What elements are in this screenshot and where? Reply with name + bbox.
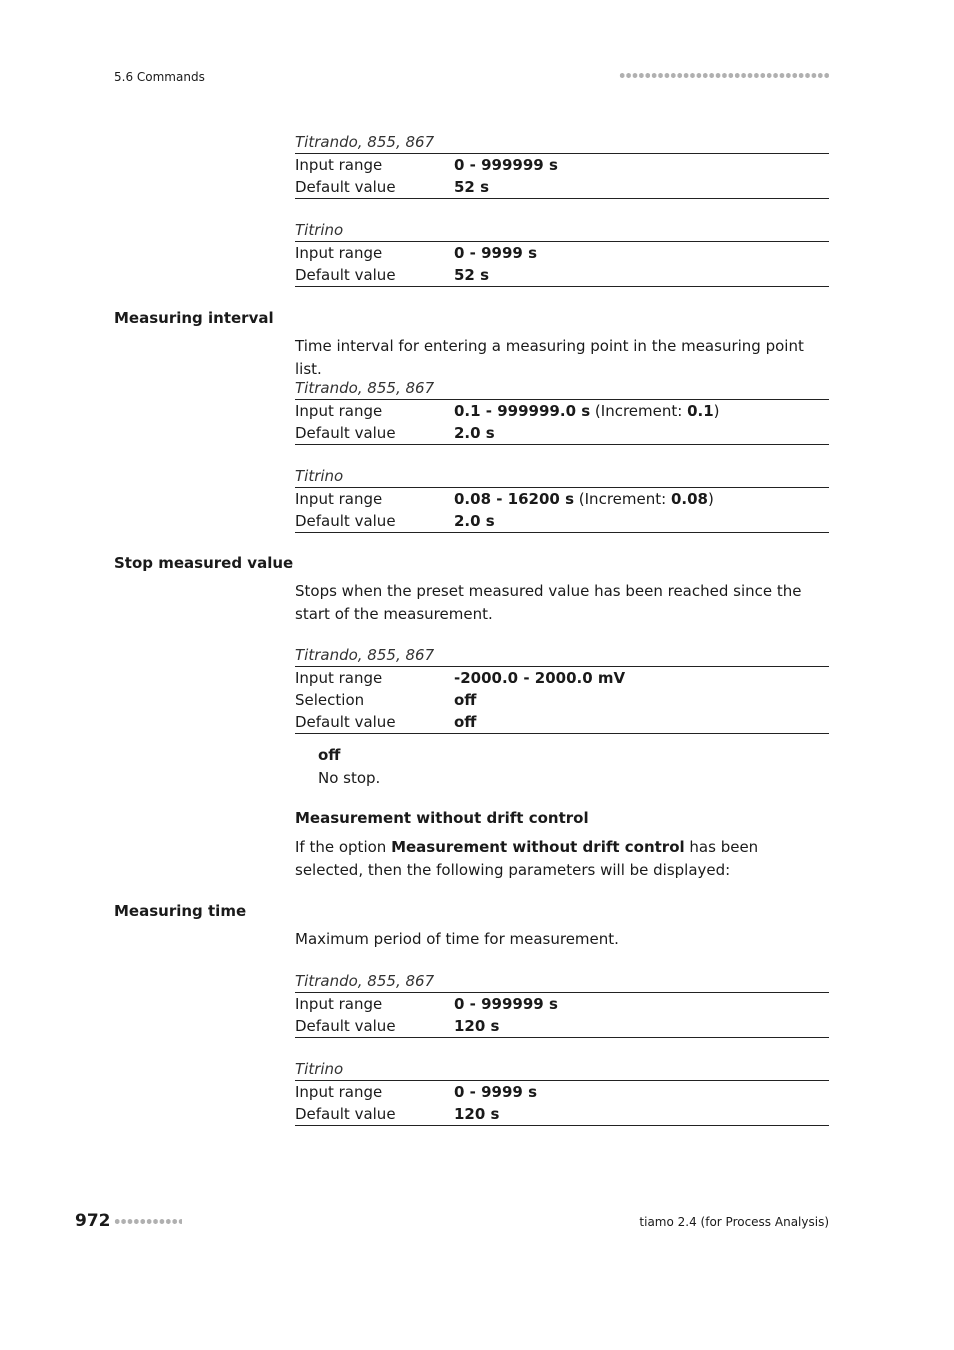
row-label: Default value	[295, 512, 396, 530]
row-value	[454, 488, 829, 510]
footer-product-name: tiamo 2.4 (for Process Analysis)	[639, 1215, 829, 1229]
table-caption: Titrando, 855, 867	[295, 970, 829, 993]
measuring-interval-description	[295, 335, 829, 381]
top-table-1	[295, 131, 829, 199]
header-dot-rule	[619, 71, 829, 80]
row-value: off	[454, 713, 477, 731]
row-label: Input range	[295, 156, 383, 174]
row-value: 120 s	[454, 1017, 500, 1035]
table-row	[295, 154, 829, 176]
increment-suffix: )	[707, 490, 714, 508]
table-row	[295, 422, 829, 444]
table-caption: Titrino	[295, 219, 829, 242]
text-run: has been selected, then the following parameters will be displayed:	[295, 838, 759, 879]
table-caption: Titrando, 855, 867	[295, 377, 829, 400]
row-label: Default value	[295, 1105, 396, 1123]
measuring-time-table-1	[295, 970, 829, 1038]
table-row	[295, 176, 829, 198]
table-row	[295, 711, 829, 733]
row-label: Input range	[295, 995, 383, 1013]
footer-dot-rule	[114, 1217, 182, 1226]
table-caption: Titrino	[295, 465, 829, 488]
table-caption: Titrando, 855, 867	[295, 644, 829, 667]
row-label: Input range	[295, 490, 383, 508]
row-value: 0 - 9999 s	[454, 1083, 538, 1101]
increment-value: 0.08	[670, 490, 708, 508]
description-text: Maximum period of time for measurement.	[295, 930, 619, 948]
stop-measured-value-table	[295, 644, 829, 734]
table-row	[295, 1103, 829, 1125]
description-text: Time interval for entering a measuring point in the measuring point list.	[295, 337, 804, 378]
section-heading-measuring-time: Measuring time	[114, 902, 247, 920]
row-label: Default value	[295, 266, 396, 284]
table-row	[295, 264, 829, 286]
table-row	[295, 242, 829, 264]
description-text: Stops when the preset measured value has been reached since the start of the measurement.	[295, 582, 802, 623]
increment-value: 0.1	[687, 402, 714, 420]
top-table-2	[295, 219, 829, 287]
row-value: 2.0 s	[454, 424, 495, 442]
row-label: Input range	[295, 244, 383, 262]
row-label: Input range	[295, 402, 383, 420]
table-row	[295, 488, 829, 510]
increment-prefix: (Increment:	[574, 490, 671, 508]
option-description: No stop.	[318, 769, 381, 787]
row-value: off	[454, 691, 477, 709]
row-value	[454, 400, 829, 422]
stop-measured-value-description	[295, 580, 829, 626]
row-value: 0 - 999999 s	[454, 995, 558, 1013]
table-caption: Titrando, 855, 867	[295, 131, 829, 154]
range-value: 0.1 - 999999.0 s	[454, 402, 591, 420]
row-label: Default value	[295, 178, 396, 196]
table-row	[295, 400, 829, 422]
page-number: 972	[75, 1211, 111, 1231]
row-label: Input range	[295, 669, 383, 687]
table-row	[295, 689, 829, 711]
increment-suffix: )	[713, 402, 720, 420]
row-label: Default value	[295, 1017, 396, 1035]
row-label: Default value	[295, 424, 396, 442]
measuring-interval-table-2	[295, 465, 829, 533]
running-header-section: 5.6 Commands	[114, 70, 205, 84]
table-row	[295, 510, 829, 532]
row-value: 2.0 s	[454, 512, 495, 530]
text-run: If the option	[295, 838, 392, 856]
option-term-off: off	[318, 746, 341, 764]
row-value: 0 - 999999 s	[454, 156, 558, 174]
subheading-drift-control: Measurement without drift control	[295, 809, 589, 827]
option-name: Measurement without drift control	[391, 838, 685, 856]
measuring-interval-table-1	[295, 377, 829, 445]
row-label: Selection	[295, 691, 365, 709]
row-value: -2000.0 - 2000.0 mV	[454, 669, 626, 687]
drift-control-text	[295, 836, 829, 882]
table-row	[295, 1015, 829, 1037]
section-heading-measuring-interval: Measuring interval	[114, 309, 274, 327]
table-row	[295, 667, 829, 689]
table-caption: Titrino	[295, 1058, 829, 1081]
section-heading-stop-measured-value: Stop measured value	[114, 554, 294, 572]
row-label: Default value	[295, 713, 396, 731]
row-value: 120 s	[454, 1105, 500, 1123]
measuring-time-description	[295, 928, 829, 951]
table-row	[295, 1081, 829, 1103]
row-value: 52 s	[454, 178, 490, 196]
range-value: 0.08 - 16200 s	[454, 490, 575, 508]
increment-prefix: (Increment:	[590, 402, 688, 420]
measuring-time-table-2	[295, 1058, 829, 1126]
row-label: Input range	[295, 1083, 383, 1101]
drift-control-paragraph	[295, 836, 829, 882]
row-value: 0 - 9999 s	[454, 244, 538, 262]
table-row	[295, 993, 829, 1015]
row-value: 52 s	[454, 266, 490, 284]
